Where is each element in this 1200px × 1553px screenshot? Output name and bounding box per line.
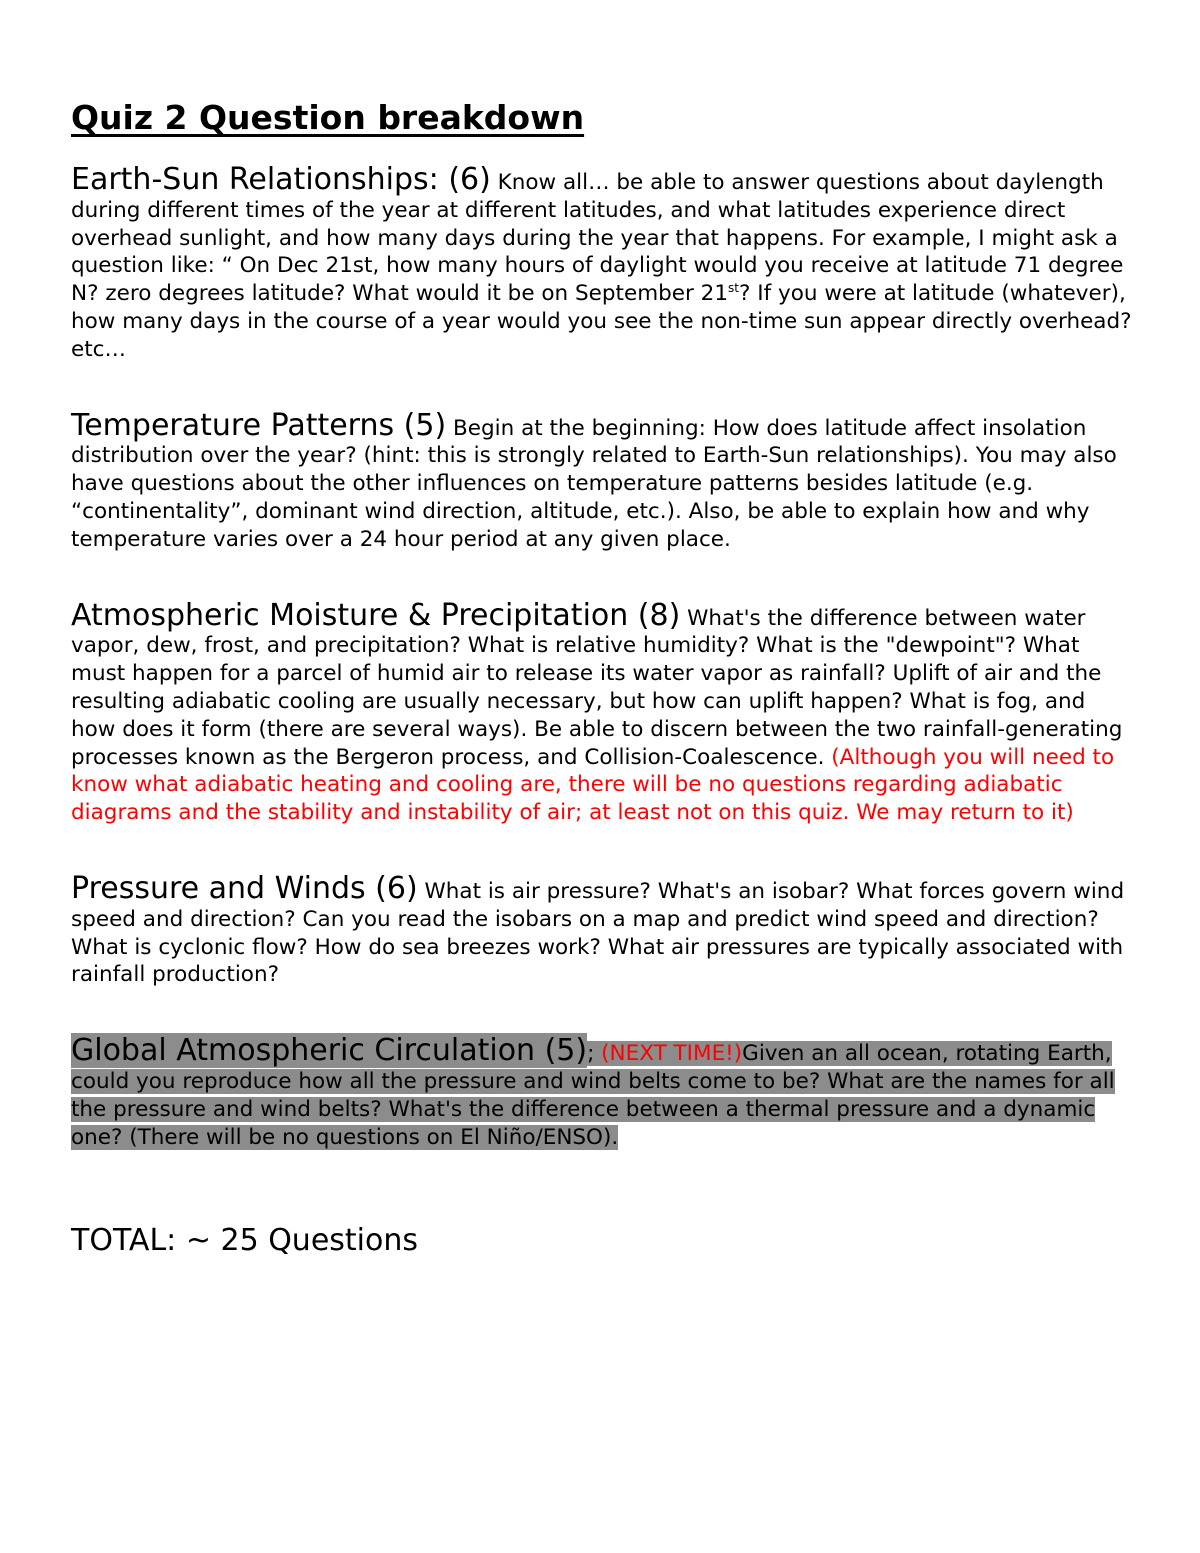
- next-time-flag: (NEXT TIME!): [601, 1041, 743, 1067]
- section-earth-sun: [71, 162, 1133, 364]
- section-heading: Pressure and Winds (6): [71, 870, 418, 906]
- document-body: [71, 96, 1133, 1261]
- section-temperature: [71, 407, 1133, 554]
- section-moisture: [71, 597, 1133, 827]
- section-note: (Although you will need to know what adiabatic heating and cooling are, there will be no questions regarding adiabatic diagrams and the stability and instability of air; at least not on this quiz. We may return to it): [71, 744, 1115, 826]
- section-pressure-winds: [71, 870, 1133, 989]
- total-questions: TOTAL: ~ 25 Questions: [71, 1223, 419, 1259]
- heading-separator: ;: [587, 1041, 602, 1067]
- section-body-continued: ? If you were at latitude (whatever), how many days in the course of a year would you see the non-time sun appear directly overhead? etc…: [71, 281, 1132, 362]
- section-heading: Temperature Patterns (5): [71, 407, 447, 443]
- ordinal-suffix: st: [728, 281, 740, 296]
- section-body: Given an all ocean, rotating Earth, could you reproduce how all the pressure and wind belts come to be? What are the names for all the pressure and wind belts? What's the difference between a thermal pressure and a dynamic one? (There will be no questions on El Niño/ENSO).: [71, 1041, 1115, 1150]
- section-global-circulation: [71, 1033, 1133, 1151]
- section-body: Know all… be able to answer questions about daylength during different times of the year at different latitudes, and what latitudes experience direct overhead sunlight, and how many days during the year that happens. For example, I might ask a question like: “ On Dec 21st, how many hours of daylight would you receive at latitude 71 degree N? zero degrees latitude? What would it be on September 21: [71, 170, 1124, 307]
- section-heading: Earth-Sun Relationships: (6): [71, 162, 491, 197]
- section-heading: Atmospheric Moisture & Precipitation (8): [71, 597, 681, 633]
- section-body: What's the difference between water vapor, dew, frost, and precipitation? What is relative humidity? What is the "dewpoint"? What must happen for a parcel of humid air to release its water vapor as rainfall? Uplift of air and the resulting adiabatic cooling are usually necessary, but how can uplift happen? What is fog, and how does it form (there are several ways). Be able to discern between the two rainfall-generating processes known as the Bergeron process, and Collision-Coalescence.: [71, 605, 1123, 770]
- section-body: Begin at the beginning: How does latitude affect insolation distribution over the year? (hint: this is strongly related to Earth-Sun relationships). You may also have questions about the other influences on temperature patterns besides latitude (e.g. “continentality”, dominant wind direction, altitude, etc.). Also, be able to explain how and why temperature varies over a 24 hour period at any given place.: [71, 415, 1117, 552]
- section-body: What is air pressure? What's an isobar? What forces govern wind speed and direction? Can you read the isobars on a map and predict wind speed and direction? What is cyclonic flow? How do sea breezes work? What air pressures are typically associated with rainfall production?: [71, 878, 1125, 988]
- section-heading: Global Atmospheric Circulation (5): [71, 1033, 588, 1069]
- page-title: Quiz 2 Question breakdown: [71, 98, 585, 137]
